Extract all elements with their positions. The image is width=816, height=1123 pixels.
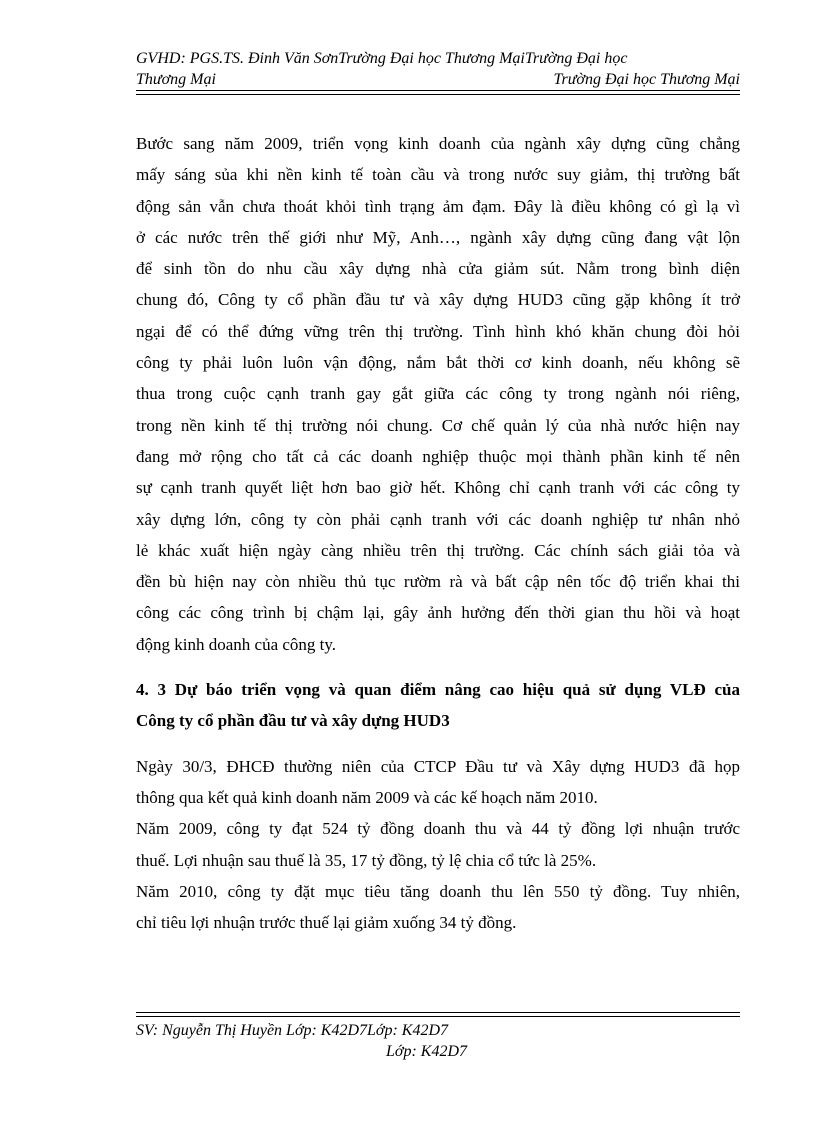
header-rule-thick — [136, 90, 740, 91]
text-line: chung đó, Công ty cổ phần đầu tư và xây dựng HUD3 cũng gặp không ít trở — [136, 290, 740, 310]
text-line: ở các nước trên thế giới như Mỹ, Anh…, ngành xây dựng cũng đang vật lộn — [136, 227, 740, 247]
footer-rule-thin — [136, 1012, 740, 1013]
page-header — [136, 48, 740, 90]
header-line-2-left: Thương Mại — [136, 71, 216, 88]
text-line: thua trong cuộc cạnh tranh gay gắt giữa các công ty trong ngành nói riêng, — [136, 384, 740, 404]
text-line: mấy sáng sủa khi nền kinh tế toàn cầu và trong nước suy giảm, thị trường bất — [136, 165, 740, 185]
text-line: Công ty cổ phần đầu tư và xây dựng HUD3 — [136, 711, 450, 731]
text-line: động sản vẫn chưa thoát khỏi tình trạng ảm đạm. Đây là điều không có gì lạ vì — [136, 196, 740, 216]
footer-line-2: Lớp: K42D7 — [386, 1043, 467, 1060]
text-line: trong nền kinh tế thị trường nói chung. Cơ chế quản lý của nhà nước hiện nay — [136, 415, 740, 435]
text-line: đang mở rộng cho tất cả các doanh nghiệp thuộc mọi thành phần kinh tế nên — [136, 446, 740, 466]
text-line: Bước sang năm 2009, triển vọng kinh doanh của ngành xây dựng cũng chẳng — [136, 134, 740, 153]
page-footer — [136, 1020, 740, 1062]
header-line-2 — [136, 69, 740, 90]
section-heading — [136, 674, 740, 737]
text-line: động kinh doanh của công ty. — [136, 634, 337, 654]
spacer — [136, 660, 740, 674]
text-line: chỉ tiêu lợi nhuận trước thuế lại giảm xuống 34 tỷ đồng. — [136, 913, 517, 933]
text-line: 4. 3 Dự báo triển vọng và quan điểm nâng cao hiệu quả sử dụng VLĐ của — [136, 680, 740, 700]
text-line: Năm 2009, công ty đạt 524 tỷ đồng doanh thu và 44 tỷ đồng lợi nhuận trước — [136, 819, 740, 839]
text-line: Năm 2010, công ty đặt mục tiêu tăng doanh thu lên 550 tỷ đồng. Tuy nhiên, — [136, 881, 740, 901]
text-line: Ngày 30/3, ĐHCĐ thường niên của CTCP Đầu tư và Xây dựng HUD3 đã họp — [136, 756, 740, 776]
text-line: công các công trình bị chậm lại, gây ảnh hưởng đến thời gian thu hồi và hoạt — [136, 603, 740, 623]
text-line: công ty phải luôn luôn vận động, nắm bắt thời cơ kinh doanh, nếu không sẽ — [136, 353, 740, 373]
header-line-1: GVHD: PGS.TS. Đinh Văn SơnTrường Đại học Thương MạiTrường Đại học — [136, 50, 628, 67]
header-line-2-right: Trường Đại học Thương Mại — [553, 71, 740, 88]
header-rule-thin — [136, 94, 740, 95]
text-line: đền bù hiện nay còn nhiều thủ tục rườm rà và bất cập nên tốc độ triển khai thi — [136, 572, 740, 592]
text-line: thông qua kết quả kinh doanh năm 2009 và các kế hoạch năm 2010. — [136, 787, 598, 807]
footer-rule-thick — [136, 1016, 740, 1017]
text-line: lẻ khác xuất hiện ngày càng nhiều trên thị trường. Các chính sách giải tỏa và — [136, 540, 740, 560]
paragraph-1 — [136, 128, 740, 660]
page-body — [136, 128, 740, 938]
footer-line-1: SV: Nguyễn Thị Huyền Lớp: K42D7Lớp: K42D7 — [136, 1022, 449, 1039]
text-line: ngại để có thể đứng vững trên thị trường. Tình hình khó khăn chung đòi hỏi — [136, 321, 740, 341]
paragraph-2 — [136, 751, 740, 814]
spacer — [136, 737, 740, 751]
text-line: để sinh tồn do nhu cầu xây dựng nhà cửa giảm sút. Nằm trong bình diện — [136, 259, 740, 279]
text-line: thuế. Lợi nhuận sau thuế là 35, 17 tỷ đồng, tỷ lệ chia cổ tức là 25%. — [136, 850, 597, 870]
text-line: xây dựng lớn, công ty còn phải cạnh tranh với các doanh nghiệp tư nhân nhỏ — [136, 509, 740, 529]
paragraph-3 — [136, 813, 740, 938]
text-line: sự cạnh tranh quyết liệt hơn bao giờ hết. Không chỉ cạnh tranh với các công ty — [136, 478, 740, 498]
